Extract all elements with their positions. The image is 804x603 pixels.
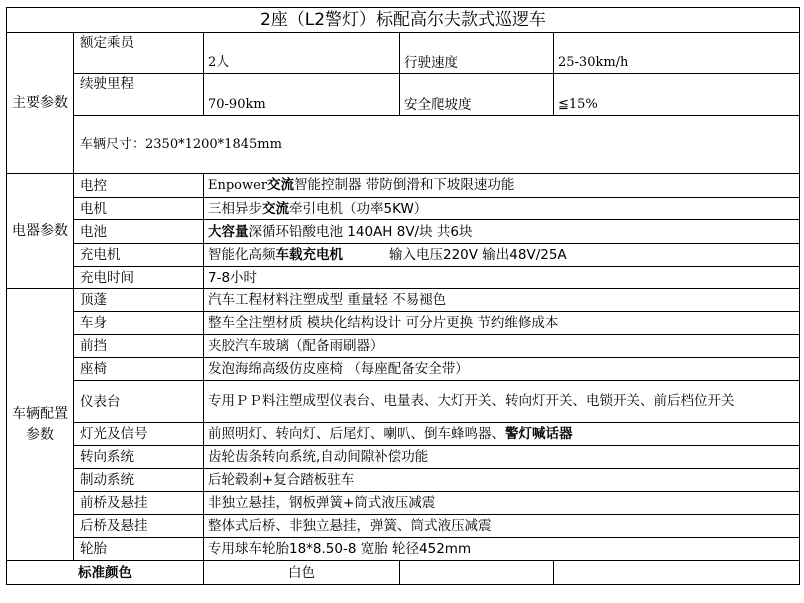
- color-empty-cell-1: [400, 561, 554, 585]
- label-lights: 灯光及信号: [74, 423, 204, 446]
- label-battery: 电池: [74, 220, 204, 244]
- label-body: 车身: [74, 312, 204, 335]
- label-steering: 转向系统: [74, 446, 204, 469]
- value-battery: 大容量深循环铅酸电池 140AH 8V/块 共6块: [204, 220, 800, 244]
- value-speed: 25-30km/h: [554, 33, 800, 74]
- category-main: 主要参数: [7, 33, 74, 174]
- label-roof: 顶蓬: [74, 289, 204, 312]
- value-front-axle: 非独立悬挂，钢板弹簧+筒式液压减震: [204, 492, 800, 515]
- label-brake: 制动系统: [74, 469, 204, 492]
- value-charge-time: 7-8小时: [204, 267, 800, 289]
- value-tire: 专用球车轮胎18*8.50-8 宽胎 轮径452mm: [204, 538, 800, 561]
- label-charger: 充电机: [74, 244, 204, 267]
- value-windshield: 夹胶汽车玻璃（配备雨刷器）: [204, 335, 800, 358]
- label-rear-axle: 后桥及悬挂: [74, 515, 204, 538]
- value-seat: 发泡海绵高级仿皮座椅 （每座配备安全带）: [204, 358, 800, 381]
- category-electric: 电器参数: [7, 174, 74, 289]
- value-rated-passengers: 2人: [204, 33, 400, 74]
- label-climb: 安全爬坡度: [400, 74, 554, 116]
- value-brake: 后轮毂刹+复合踏板驻车: [204, 469, 800, 492]
- value-charger: 智能化高频车载充电机 输入电压220V 输出48V/25A: [204, 244, 800, 267]
- label-controller: 电控: [74, 174, 204, 198]
- label-tire: 轮胎: [74, 538, 204, 561]
- value-climb: ≦15%: [554, 74, 800, 116]
- label-range: 续驶里程: [74, 74, 204, 116]
- label-charge-time: 充电时间: [74, 267, 204, 289]
- value-roof: 汽车工程材料注塑成型 重量轻 不易褪色: [204, 289, 800, 312]
- label-motor: 电机: [74, 198, 204, 220]
- value-dashboard: 专用ＰＰ料注塑成型仪表台、电量表、大灯开关、转向灯开关、电锁开关、前后档位开关: [204, 381, 800, 423]
- value-motor: 三相异步交流牵引电机（功率5KW）: [204, 198, 800, 220]
- category-vehicle: 车辆配置参数: [7, 289, 74, 561]
- value-lights: 前照明灯、转向灯、后尾灯、喇叭、倒车蜂鸣器、警灯喊话器: [204, 423, 800, 446]
- label-seat: 座椅: [74, 358, 204, 381]
- value-controller: Enpower交流智能控制器 带防倒滑和下坡限速功能: [204, 174, 800, 198]
- label-dashboard: 仪表台: [74, 381, 204, 423]
- value-standard-color: 白色: [204, 561, 400, 585]
- label-standard-color: 标准颜色: [7, 561, 204, 585]
- spec-sheet: [6, 7, 799, 597]
- value-range: 70-90km: [204, 74, 400, 116]
- value-body: 整车全注塑材质 模块化结构设计 可分片更换 节约维修成本: [204, 312, 800, 335]
- label-speed: 行驶速度: [400, 33, 554, 74]
- label-rated-passengers: 额定乘员: [74, 33, 204, 74]
- value-rear-axle: 整体式后桥、非独立悬挂，弹簧、筒式液压减震: [204, 515, 800, 538]
- label-front-axle: 前桥及悬挂: [74, 492, 204, 515]
- value-steering: 齿轮齿条转向系统,自动间隙补偿功能: [204, 446, 800, 469]
- label-windshield: 前挡: [74, 335, 204, 358]
- spec-table: [6, 7, 800, 585]
- vehicle-size: 车辆尺寸：2350*1200*1845mm: [74, 116, 800, 174]
- sheet-title: 2座（L2警灯）标配高尔夫款式巡逻车: [7, 8, 800, 33]
- color-empty-cell-2: [554, 561, 800, 585]
